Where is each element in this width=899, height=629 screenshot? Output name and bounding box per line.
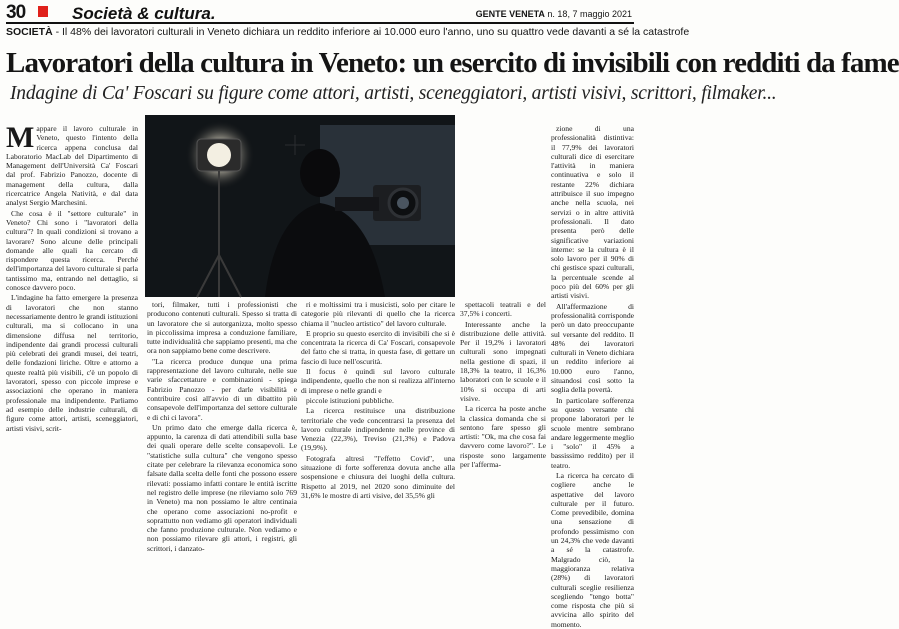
- section-title: Società & cultura.: [72, 4, 216, 23]
- article-column-4: [460, 300, 546, 480]
- section-marker-icon: [38, 6, 48, 17]
- article-paragraph: Il focus è quindi sul lavoro culturale indipendente, quello che non si realizza all'interno di imprese o nelle grandi e: [301, 367, 455, 395]
- article-column-2: [147, 300, 297, 553]
- article-paragraph: Che cosa è il "settore culturale" in Veneto? Chi sono i "lavoratori della cultura"? In quali condizioni si trovano a lavorare? Sono alcune delle principali domande alle quali ha cercato di rispondere questa ricerca. Perché dell'importanza del lavoro culturale si parla tantissimo ma, entrando nel dettaglio, si conosce davvero poco.: [6, 208, 138, 293]
- article-paragraph: La ricerca restituisce una distribuzione territoriale che vede concentrarsi la presenza del lavoro culturale indipendente nelle province di Venezia (22,3%), Treviso (21,3%) e Padova (19,9%).: [301, 406, 455, 453]
- article-paragraph: La ricerca ha poste anche la classica domanda che si sentono fare spesso gli artisti: "Ok, ma che cosa fai davvero come lavoro?". Le risposte sono largamente per l'afferma-: [460, 404, 546, 470]
- article-photo: [145, 115, 455, 297]
- article-paragraph: ri e moltissimi tra i musicisti, solo per citare le categorie più rilevanti di quello che la ricerca chiama il "nucleo artistico" del lavoro culturale.: [301, 300, 455, 328]
- article-paragraph: piccole istituzioni pubbliche.: [306, 395, 394, 405]
- article-paragraph: Un primo dato che emerge dalla ricerca è, appunto, la carenza di dati attendibili sulla base dei quali operare delle scelte consapevoli. Le "statistiche sulla cultura" che vengono spesso citate per celebrare la rilevanza economica sono falsate dalla scelta delle fonti che possono essere rilevati: possiamo infatti contare le entità iscritte nel registro delle imprese (ne rileviamo solo 769 in Veneto) ma non possiamo le altre centinaia che operano come associazioni no-profit e soprattutto non vediamo gli operatori individuali che fanno produzione culturale. Non vediamo e non possiamo rilevare gli attori, i registri, gli scrittori, i danzato-: [147, 422, 297, 553]
- article-paragraph: zione di una professionalità distintiva: il 77,9% dei lavoratori culturali dice di esercitare l'attività in maniera continuativa e solo il restante 22% dichiara attribuisce il suo impegno anche nella scuola, nei servizi o in altre attività professionali. Il dato presenta però delle significative variazioni interne: se la cultura è il solo lavoro per il 90% di chi gestisce spazi culturali, la percentuale scende al poco più del 60% per gli artisti visivi.: [551, 124, 634, 301]
- article-paragraph: La ricerca ha cercato di cogliere anche le aspettative del lavoro culturale per il futuro. Come prevedibile, domina una sensazione di profondo pessimismo con un 24,3% che vede davanti a sé la catastrofe. Malgrado ciò, la maggioranza relativa (28%) di lavoratori culturali sceglie resilienza scegliendo "tengo botta" come risposta che più si avvicina allo spirito del momento.: [551, 470, 634, 629]
- issue-number: n. 18, 7 maggio 2021: [547, 9, 632, 19]
- article-paragraph: tori, filmaker, tutti i professionisti che producono contenuti culturali. Spesso si tratta di un lavoratore che si autorganizza, molto spesso in piccolissima impresa a conduzione familiare, tutte individualità che sappiamo presenti, ma che ora non sappiamo bene come descrivere.: [147, 300, 297, 356]
- publication-name: GENTE VENETA: [475, 9, 545, 19]
- kicker: [6, 26, 690, 38]
- article-column-1: [6, 121, 139, 480]
- film-crew-camera-icon: [145, 115, 455, 297]
- article-paragraph: E proprio su questo esercito di invisibili che si è concentrata la ricerca di Ca' Foscari, consapevole del fatto che si tratta, in questa fase, di gettare un fascio di luce nell'oscurità.: [301, 328, 455, 366]
- article-paragraph: spettacoli teatrali e del 37,5% i concerti.: [460, 300, 546, 319]
- article-paragraph: "La ricerca produce dunque una prima rappresentazione del lavoro culturale, nelle sue varie sfaccettature e combinazioni - spiega Fabrizio Panozzo - per darle visibilità e contribuire così all'avvio di un dibattito più consapevole dell'importanza del settore culturale e di chi ci lavora".: [147, 356, 297, 422]
- article-column-side: [551, 124, 634, 629]
- page-number: 30: [6, 2, 26, 23]
- page-header: [6, 2, 634, 24]
- article-paragraph: Interessante anche la distribuzione delle attività. Per il 19,2% i lavoratori culturali sono impegnati nella gestione di spazi, il 18,3% la teatro, il 16,3% laboratori con le scuole e il 10% si occupa di arti visive.: [460, 319, 546, 403]
- headline: Lavoratori della cultura in Veneto: un esercito di invisibili con redditi da fame: [6, 47, 899, 79]
- subheadline: Indagine di Ca' Foscari su figure come attori, artisti, sceneggiatori, artisti visivi, scrittori, filmaker...: [10, 83, 777, 104]
- drop-cap: M: [6, 121, 35, 154]
- article-column-3: [301, 300, 455, 500]
- kicker-text: - Il 48% dei lavoratori culturali in Veneto dichiara un reddito inferiore ai 10.000 euro l'anno, uno su quattro vede davanti a sé la catastrofe: [52, 26, 690, 38]
- issue-info: [476, 9, 632, 19]
- article-paragraph: All'affermazione di professionalità corrisponde però un dato preoccupante sul versante del reddito. Il 48% dei lavoratori culturali in Veneto dichiara un reddito inferiore ai 10.000 euro l'anno, situandosi così sotto la soglia della povertà.: [551, 301, 634, 395]
- article-paragraph: appare il lavoro culturale in Veneto, questo l'intento della ricerca appena conclusa dal Laboratorio MacLab del Dipartimento di Management dell'Università Ca' Foscari dal prof. Fabrizio Panozzo, docente di management della cultura, dalla ricercatrice Angela Natività, e dal data analyst Sergio Marchesini.: [6, 124, 138, 208]
- article-paragraph: In particolare sofferenza su questo versante chi propone laboratori per le scuole mentre sembrano andare leggermente meglio i "solo" il 45% a bassissimo reddito) per il teatro.: [551, 395, 634, 470]
- article-paragraph: Fotografa altresì "l'effetto Covid", una situazione di forte sofferenza dovuta anche alla sospensione e chiusura dei luoghi della cultura. Rispetto al 2019, nel 2020 sono diminuite del 31,6% le mostre di arti visive, del 35,5% gli: [301, 453, 455, 500]
- article-paragraph: L'indagine ha fatto emergere la presenza di lavoratori che non stanno necessariamente dentro le grandi istituzioni culturali, ma si collocano in una dimensione diffusa nel territorio, indipendente dai grandi processi culturali più celebrati dei grandi musei, dei teatri, delle fondazioni liriche. Oltre e attorno a queste realtà più visibili, c'è un popolo di lavoratori, spesso con piccole imprese e associazioni che operano in maniera professionale ma indipendente. Parliamo ad esempio delle industrie culturali, di figure come attori, artisti, sceneggiatori, artisti visivi, scrit-: [6, 293, 139, 433]
- kicker-label: SOCIETÀ: [6, 26, 53, 38]
